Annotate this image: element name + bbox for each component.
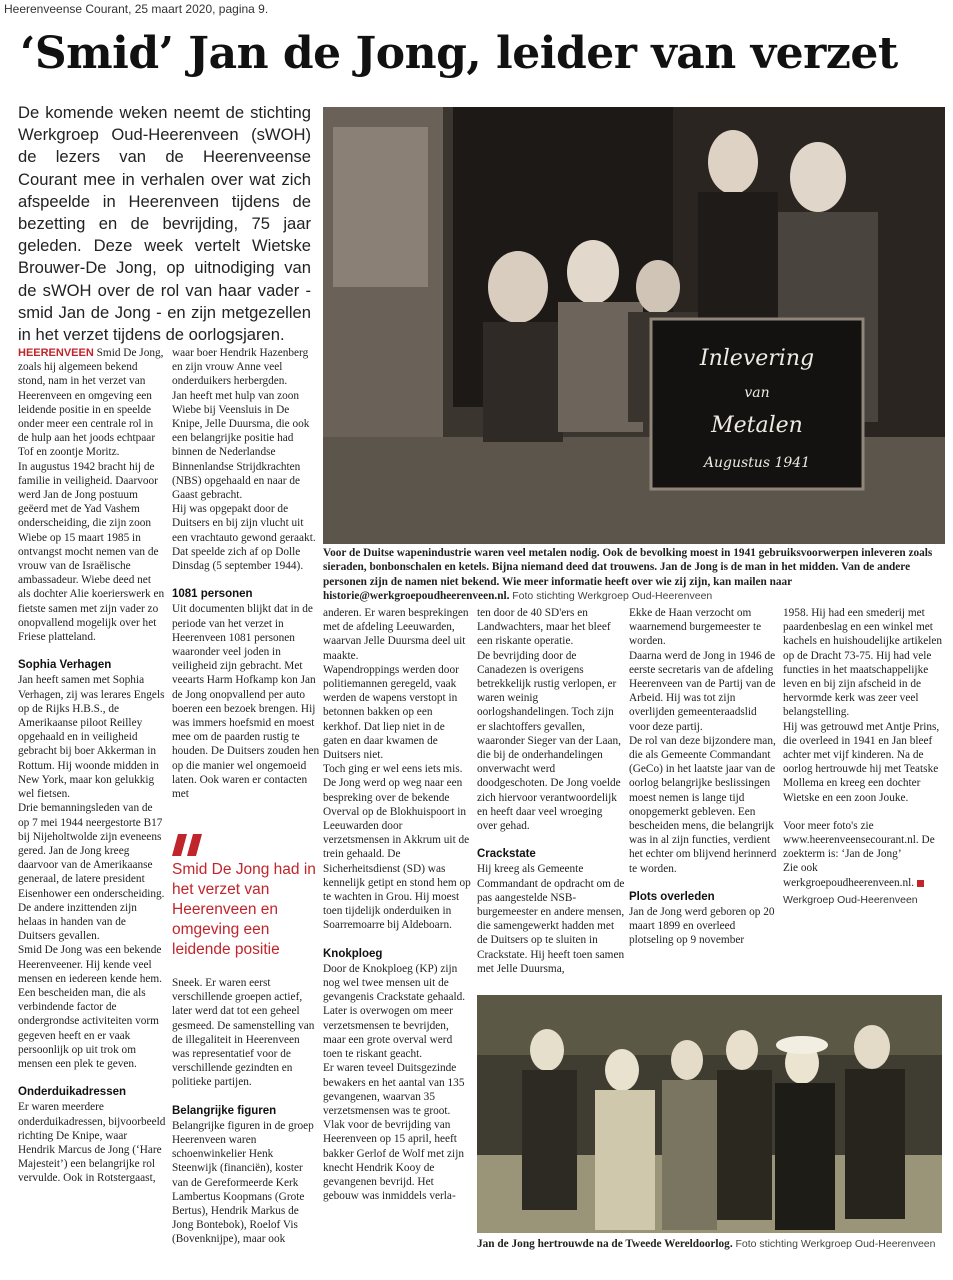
col5-p4: Jan de Jong werd geboren op 20 maart 1899 en overleed plotseling op 9 november <box>629 906 775 947</box>
photo2-credit: Foto stichting Werkgroep Oud-Heerenveen <box>735 1238 936 1250</box>
col2-p6: Belangrijke figuren in de groep Heerenveen waren schoenwinkelier Henk Steenwijk (financiën), koster van de Gereformeerde Kerk Lambertus Koopmans (Grote Bertus), Hendrik Markus de Jong Bontebok), Roelof Vis (Bovenknijpe), maar ook <box>172 1119 314 1246</box>
photo2-caption-text: Jan de Jong hertrouwde na de Tweede Wereldoorlog. <box>477 1238 733 1250</box>
col1-p4: Drie bemanningsleden van de op 7 mei 1944 neergestorte B17 bij Nijeholtwolde zijn eveneens gered. Jan de Jong kreeg daarvoor van de Amerikaanse generaal, de latere president Eisenhower een onderscheiding. De andere inzittenden zijn helaas in handen van de Duitsers gevallen. <box>18 802 165 943</box>
col5-p3: De rol van deze bijzondere man, die als Gemeente Commandant (GeCo) in het laatste jaar van de oorlog belangrijke beslissingen moest nemen is lange tijd onopgemerkt gebleven. Een bescheiden mens, die belangrijk was in al zijn functies, verdient het echter om blijvend herinnerd te worden. <box>629 734 777 875</box>
col6-p3: Voor meer foto's zie www.heerenveensecourant.nl. De zoekterm is: ‘Jan de Jong’ <box>783 819 935 861</box>
pull-quote-text: Smid De Jong had in het verzet van Heerenveen en omgeving een leidende positie <box>172 861 316 958</box>
col6-p4: Zie ook werkgroepoudheerenveen.nl. <box>783 862 915 889</box>
col3-p5: Er waren teveel Duitsgezinde bewakers en het aantal van 135 gevangenen, waarvan 35 verzetsmensen was te groot. Vlak voor de bevrijding van Heerenveen op 15 april, heeft bakker Gerlof de Wolf met zijn knecht Hendrik Kooy de gevangenen bevrijd. Het gebouw was inmiddels verla- <box>323 1062 465 1203</box>
subhead-crackstate: Crackstate <box>477 848 536 861</box>
intro-paragraph: De komende weken neemt de stichting Werkgroep Oud-Heerenveen (sWOH) de lezers van de Heerenveense Courant mee in verhalen over wat zich afspeelde in Heerenveen tijdens de bezetting en de bevrijding, 75 jaar geleden. Deze week vertelt Wietske Brouwer-De Jong, op uitnodiging van de sWOH over de rol van haar vader - smid Jan de Jong - en zijn metgezellen in het verzet tijdens de oorlogsjaren. <box>18 103 311 345</box>
col1-p5: Smid De Jong was een bekende Heerenveener. Hij kende veel mensen en iedereen kende hem. Een bescheiden man, die als verbindende factor de ondergrondse activiteiten vorm gegeven heeft en er vaak persoonlijk op uit trok om mensen een plek te geven. <box>18 944 162 1070</box>
col4-p3: Hij kreeg als Gemeente Commandant de opdracht om de pas aangestelde NSB-burgemeester en andere mensen, die samengewerkt hadden met de Duitsers op te sluiten in Crackstate. Hij heeft toen samen met Jelle Duursma, <box>477 863 625 975</box>
photo-inlevering-metalen <box>323 107 945 544</box>
col2-p3: Hij was opgepakt door de Duitsers en bij zijn vlucht uit een vrachtauto gewond geraakt. Dat speelde zich af op Dolle Dinsdag (5 september 1944). <box>172 503 316 573</box>
col5-p1: Ekke de Haan verzocht om waarnemend burgemeester te worden. <box>629 607 762 648</box>
subhead-onderduik: Onderduikadressen <box>18 1086 127 1099</box>
quote-mark-icon <box>172 834 206 856</box>
col5-p2: Daarna werd de Jong in 1946 de eerste secretaris van de afdeling Heerenveen van de Partij van de Arbeid. Hij was tot zijn overlijden gemeenteraadslid voor deze partij. <box>629 649 776 733</box>
article-column-1 <box>18 346 166 1186</box>
col3-p2: Wapendroppings werden door politiemannen geregeld, vaak werden de wapens verstopt in betonnen bakken op een kerkhof. Dat liep niet in de gaten en daar kwamen de Duitsers niet. <box>323 663 459 762</box>
col1-p3: Jan heeft samen met Sophia Verhagen, zij was lerares Engels op de Rijks H.B.S., de Amerikaanse piloot Reilley opgehaald en in veiligheid gebracht bij boer Akkerman in Rottum. Hij woonde midden in New York, maar kon gelukkig wel fietsen. <box>18 674 165 801</box>
sign-line-4: Augustus 1941 <box>703 455 811 471</box>
photo2-caption <box>477 1237 947 1251</box>
col4-p2: De bevrijding door de Canadezen is overigens betrekkelijk rustig verlopen, er waren weinig oorlogshandelingen. Toch zijn er slachtoffers gevallen, waaronder Sieger van der Laan, die bij de onderhandelingen onverwacht werd doodgeschoten. De Jong voelde zich hiervoor verantwoordelijk en heeft daar veel wroeging over gehad. <box>477 649 621 833</box>
subhead-figuren: Belangrijke figuren <box>172 1104 277 1117</box>
dateline: HEERENVEEN <box>18 347 94 359</box>
sign-line-3: Metalen <box>711 413 803 438</box>
photo1-credit: Foto stichting Werkgroep Oud-Heerenveen <box>512 590 713 603</box>
col6-p2: Hij was getrouwd met Antje Prins, die overleed in 1941 en Jan bleef achter met vijf kinderen. Na de oorlog hertrouwde hij met Teatske Mollema en kreeg een dochter Wietske en een zoon Jouke. <box>783 720 940 804</box>
subhead-knokploeg: Knokploeg <box>323 947 383 960</box>
col2-p2: Jan heeft met hulp van zoon Wiebe bij Veensluis in De Knipe, Jelle Duursma, die ook een belangrijke positie had binnen de Nederlandse Binnenlandse Strijdkrachten (NBS) opgehaald en naar de Gaast gebracht. <box>172 389 310 502</box>
col6-p1: 1958. Hij had een smederij met paardenbeslag en een winkel met kachels en huishoudelijke artikelen op de Dracht 73-75. Hij had vele functies in het maatschappelijke leven en bij zijn afscheid in de hervormde kerk was zeer veel belangstelling. <box>783 607 943 719</box>
article-column-4 <box>477 606 625 976</box>
col3-p3: Toch ging er wel eens iets mis. De Jong werd op weg naar een bespreking over de bekende Overval op de Blokhuispoort in Leeuwarden door verzetsmensen in Akkrum uit de trein gehaald. De Sicherheitsdienst (SD) was kennelijk getipt en stond hem op te wachten in Grou. Hij moest toen tijdelijk onderduiken in Soarremoarre bij Aldeboarn. <box>323 763 471 932</box>
photo1-caption-text: Voor de Duitse wapenindustrie waren veel metalen nodig. Ook de bevolking moest in 1941 gebruiksvoorwerpen inleveren zoals sieraden, bonbonschalen en ketels. Bijna niemand deed dat trouwens. Jan de Jong is de man in het midden. Van de andere personen zijn de namen niet bekend. Wie meer informatie heeft over wie zij zijn, kan mailen naar historie@werkgroepoudheerenveen.nl. <box>323 547 933 603</box>
end-square-icon <box>917 880 924 887</box>
col1-p6: Er waren meerdere onderduikadressen, bijvoorbeeld richting De Knipe, waar Hendrik Marcus de Jong (‘Hare Majesteit’) een belangrijke rol vervulde. Ook in Rotstergaast, <box>18 1101 166 1185</box>
col1-p2: In augustus 1942 bracht hij de familie in veiligheid. Daarvoor werd Jan de Jong postuum geëerd met de Yad Vashem onderscheiding, die zijn zoon Wiebe op 15 maart 1985 in ontvangst mocht nemen van de vrouw van de Israëlische ambassadeur. Wiebe deed net als dochter Alie koerierswerk en fietste samen met zijn vader zo onopvallend mogelijk over het Friese platteland. <box>18 460 165 644</box>
col2-p5: Sneek. Er waren eerst verschillende groepen actief, later werd dat tot een geheel gesmeed. De samenstelling van de illegaliteit in Heerenveen was representatief voor de verschillende gezindten en politieke partijen. <box>172 977 315 1089</box>
col2-p1: waar boer Hendrik Hazenberg en zijn vrouw Anne veel onderduikers herbergden. <box>172 347 309 388</box>
col3-p4: Door de Knokploeg (KP) zijn nog wel twee mensen uit de gevangenis Crackstate gehaald. Later is overwogen om meer verzetsmensen te bevrijden, maar een grote overval werd toen te riskant geacht. <box>323 962 466 1061</box>
article-column-2 <box>172 346 320 801</box>
article-column-2-bottom <box>172 976 320 1247</box>
col4-p1: ten door de 40 SD'ers en Landwachters, maar het bleef een riskante operatie. <box>477 607 611 648</box>
article-column-6 <box>783 606 943 907</box>
photo-wedding-group <box>477 995 942 1233</box>
col2-p4: Uit documenten blijkt dat in de periode van het verzet in Heerenveen 1081 personen waaronder veel joden in veiligheid zijn gebracht. Met veearts Harm Hofkamp kon Jan de Jong onopvallend per auto boeren een bezoek brengen. Hij was immers hoefsmid en moest mee om de paarden rustig te houden. De Duitsers zouden hen op die manier wel ongemoeid laten. Ook waren er contacten met <box>172 603 320 801</box>
byline: Werkgroep Oud-Heerenveen <box>783 893 918 906</box>
source-line: Heerenveense Courant, 25 maart 2020, pagina 9. <box>4 2 269 16</box>
article-column-3 <box>323 606 471 1203</box>
subhead-1081: 1081 personen <box>172 588 253 601</box>
col1-p1: Smid De Jong, zoals hij algemeen bekend stond, nam in het verzet van Heerenveen en omgeving een leidende positie in en speelde onder meer een centrale rol in de hulp aan het joods echtpaar Tof en zoontje Moritz. <box>18 347 164 459</box>
sign-line-2: van <box>744 385 770 401</box>
article-column-5 <box>629 606 777 948</box>
sign-line-1: Inlevering <box>699 346 815 371</box>
col3-p1: anderen. Er waren besprekingen met de afdeling Leeuwarden, waarvan Jelle Duursma deel uit maakte. <box>323 607 469 662</box>
subhead-sophia: Sophia Verhagen <box>18 659 112 672</box>
pull-quote <box>172 834 320 960</box>
subhead-plots: Plots overleden <box>629 890 715 903</box>
headline: ‘Smid’ Jan de Jong, leider van verzet <box>20 28 898 79</box>
photo1-caption <box>323 546 945 604</box>
